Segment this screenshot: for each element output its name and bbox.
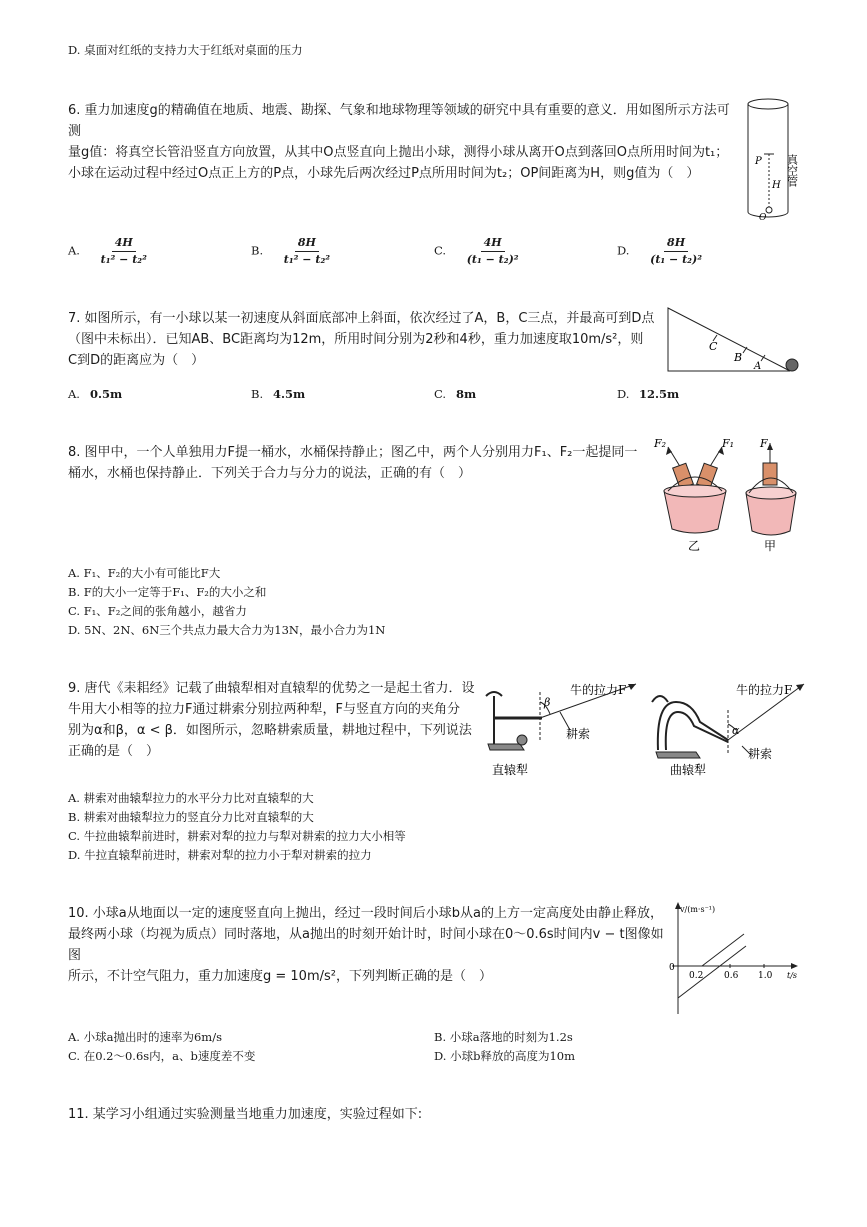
- q7-fig-label-a: A: [754, 361, 762, 372]
- q10-stem-line: 最终两小球（均视为质点）同时落地，从a抛出的时刻开始计时，时间小球在0～0.6s时间内v − t图像如图: [68, 927, 664, 963]
- q6-vacuum-tube-figure: [738, 96, 810, 226]
- option-label: A.: [68, 243, 80, 258]
- q9-option-b: B. 耕索对曲辕犁拉力的竖直分力比对直辕犁的大: [68, 810, 314, 824]
- fraction-denominator: (t₁ − t₂)²: [466, 253, 519, 266]
- q6-fig-tube-label: 真空管: [785, 154, 799, 187]
- option-label: C.: [434, 243, 447, 258]
- q10-fig-origin: 0: [669, 963, 675, 973]
- q11-stem: 11. 某学习小组通过实验测量当地重力加速度，实验过程如下:: [68, 1107, 423, 1122]
- q9-stem: [68, 678, 478, 762]
- q10-options: [68, 1028, 808, 1066]
- q6-fig-label-p: P: [755, 156, 762, 167]
- q10-fig-tick: 0.6: [724, 971, 739, 981]
- q7-stem-line: （图中未标出）．已知AB、BC距离均为12m，所用时间分别为2秒和4秒，重力加速度取10m/s²，则: [68, 332, 644, 347]
- option-label: A.: [68, 387, 80, 401]
- q7-stem-line: 7. 如图所示，有一小球以某一初速度从斜面底部冲上斜面，依次经过了A，B，C三点，并最高可到D点: [68, 311, 655, 326]
- fraction: [464, 236, 522, 267]
- q9-fig-pull2: 牛的拉力F: [736, 683, 793, 697]
- q8-stem-line: 8. 图甲中，一个人单独用力F提一桶水，水桶保持静止；图乙中，两个人分别用力F₁、F₂一起提同一: [68, 445, 638, 460]
- q7-fig-label-c: C: [709, 340, 718, 353]
- q8-option-b: B. F的大小一定等于F₁、F₂的大小之和: [68, 585, 267, 599]
- option-label: D.: [617, 387, 630, 401]
- q6-option-b: [251, 236, 434, 267]
- option-label: B.: [251, 243, 264, 258]
- q9-option-a: A. 耕索对曲辕犁拉力的水平分力比对直辕犁的大: [68, 791, 314, 805]
- q10-option-b: B. 小球a落地的时刻为1.2s: [434, 1030, 573, 1044]
- q6-stem: [68, 100, 738, 184]
- fraction-denominator: t₁² − t₂²: [283, 253, 331, 266]
- q9-stem-line: 正确的是（ ）: [68, 744, 160, 759]
- q7-option-a: [68, 385, 251, 404]
- q10-option-a: A. 小球a抛出时的速率为6m/s: [68, 1030, 222, 1044]
- option-label: D.: [617, 243, 630, 258]
- q9-plough-figure: [480, 672, 810, 782]
- q10-fig-tick: 1.0: [758, 971, 773, 981]
- q7-stem: [68, 308, 668, 371]
- q6-fig-label-h: H: [772, 180, 781, 191]
- q9-option-c: C. 牛拉曲辕犁前进时，耕索对犁的拉力与犁对耕索的拉力大小相等: [68, 829, 406, 843]
- q9-fig-alpha: α: [732, 724, 740, 737]
- q9-stem-line: 别为α和β，α < β．如图所示，忽略耕索质量，耕地过程中，下列说法: [68, 723, 472, 738]
- option-text: 8m: [456, 387, 477, 401]
- q9-fig-pull1: 牛的拉力F: [570, 683, 627, 697]
- q6-option-d: [617, 236, 800, 267]
- q8-option-c: C. F₁、F₂之间的张角越小，越省力: [68, 604, 247, 618]
- q10-fig-xlabel: t/s: [787, 971, 798, 980]
- q10-option-c: C. 在0.2～0.6s内，a、b速度差不变: [68, 1049, 256, 1063]
- q7-options: [68, 385, 808, 404]
- q9-fig-beta: β: [544, 696, 551, 709]
- fraction-denominator: t₁² − t₂²: [100, 253, 147, 266]
- q10-stem: [68, 903, 668, 987]
- q10-vt-graph: [664, 898, 804, 1018]
- q8-options: [68, 564, 385, 640]
- q8-bucket-figure: [648, 433, 808, 555]
- option-label: C.: [434, 387, 447, 401]
- option-text: 12.5m: [639, 387, 680, 401]
- fraction-numerator: 4H: [112, 236, 136, 252]
- q6-stem-line: 6. 重力加速度g的精确值在地质、地震、勘探、气象和地球物理等领域的研究中具有重要的意义．用如图所示方法可测: [68, 103, 730, 139]
- q7-incline-figure: [664, 305, 804, 375]
- q8-fig-label-f: F: [760, 437, 768, 450]
- q9-stem-line: 9. 唐代《耒耜经》记载了曲辕犁相对直辕犁的优势之一是起土省力．设: [68, 681, 475, 696]
- q8-option-a: A. F₁、F₂的大小有可能比F大: [68, 566, 221, 580]
- q6-stem-line: 小球在运动过程中经过O点正上方的P点，小球先后两次经过P点所用时间为t₂；OP间距离为H，则g值为（ ）: [68, 166, 700, 181]
- q8-fig-label-yi: 乙: [688, 539, 701, 553]
- q6-stem-line: 量g值：将真空长管沿竖直方向放置，从其中O点竖直向上抛出小球，测得小球从离开O点到落回O点所用时间为t₁；: [68, 145, 729, 160]
- q9-stem-line: 牛用大小相等的拉力F通过耕索分别拉两种犁，F与竖直方向的夹角分: [68, 702, 460, 717]
- q9-fig-plough2: 曲辕犁: [670, 763, 707, 777]
- fraction: [647, 236, 705, 267]
- q9-fig-rope2: 耕索: [748, 747, 773, 761]
- fraction: [281, 236, 333, 267]
- fraction-numerator: 8H: [664, 236, 688, 252]
- q7-option-b: [251, 385, 434, 404]
- q8-stem: [68, 442, 648, 484]
- q7-option-c: [434, 385, 617, 404]
- option-text: 0.5m: [90, 387, 123, 401]
- q10-fig-tick: 0.2: [689, 971, 704, 981]
- q7-stem-line: C到D的距离应为（ ）: [68, 353, 205, 368]
- q6-fig-label-o: O: [759, 213, 767, 223]
- q9-options: [68, 789, 406, 865]
- q9-fig-plough1: 直辕犁: [492, 763, 529, 777]
- q8-option-d: D. 5N、2N、6N三个共点力最大合力为13N，最小合力为1N: [68, 623, 386, 637]
- q10-stem-line: 所示，不计空气阻力，重力加速度g = 10m/s²，下列判断正确的是（ ）: [68, 969, 492, 984]
- q10-stem-line: 10. 小球a从地面以一定的速度竖直向上抛出，经过一段时间后小球b从a的上方一定高度处由静止释放，: [68, 906, 663, 921]
- q10-fig-ylabel: v/(m·s⁻¹): [680, 905, 716, 914]
- q8-stem-line: 桶水，水桶也保持静止．下列关于合力与分力的说法，正确的有（ ）: [68, 466, 472, 481]
- q8-fig-label-jia: 甲: [764, 539, 777, 553]
- fraction-numerator: 8H: [295, 236, 319, 252]
- option-text: 4.5m: [273, 387, 306, 401]
- q10-option-d: D. 小球b释放的高度为10m: [434, 1049, 576, 1063]
- q7-fig-label-b: B: [734, 351, 743, 364]
- q6-option-a: [68, 236, 251, 267]
- q8-fig-label-f1: F₁: [722, 437, 735, 450]
- fraction: [98, 236, 150, 267]
- q6-options: [68, 236, 808, 267]
- q9-option-d: D. 牛拉直辕犁前进时，耕索对犁的拉力小于犁对耕索的拉力: [68, 848, 372, 862]
- fraction-numerator: 4H: [481, 236, 505, 252]
- q9-fig-rope1: 耕索: [566, 727, 591, 741]
- fraction-denominator: (t₁ − t₂)²: [650, 253, 703, 266]
- q8-fig-label-f2: F₂: [654, 437, 667, 450]
- q6-option-c: [434, 236, 617, 267]
- q5-option-d: D. 桌面对红纸的支持力大于红纸对桌面的压力: [68, 43, 303, 57]
- q7-option-d: [617, 385, 800, 404]
- option-label: B.: [251, 387, 264, 401]
